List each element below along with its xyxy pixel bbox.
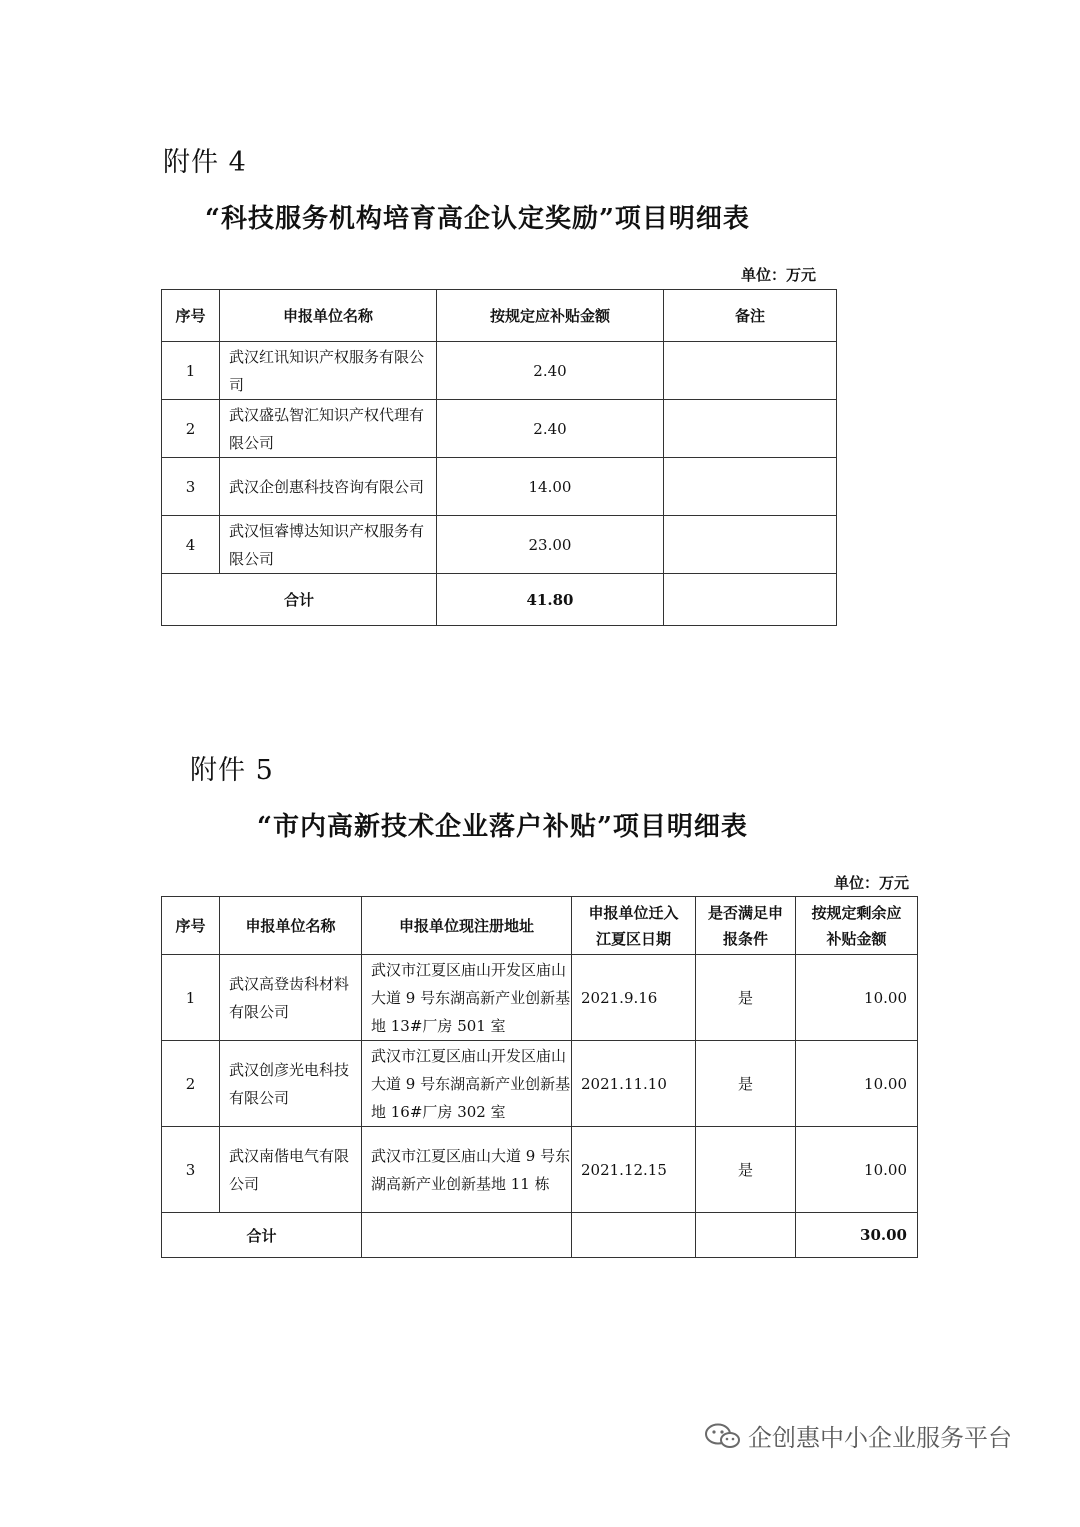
annex5-label: 附件 5	[190, 755, 274, 786]
table-row	[162, 342, 837, 400]
header-cell: 申报单位名称	[220, 290, 437, 342]
table-row	[162, 955, 918, 1041]
total-label: 合计	[162, 1213, 362, 1258]
row-number: 2	[162, 400, 220, 458]
company-name: 武汉南偕电气有限公司	[220, 1127, 362, 1213]
header-cell: 按规定剩余应补贴金额	[796, 897, 918, 955]
row-number: 1	[162, 955, 220, 1041]
address-cell: 武汉市江夏区庙山开发区庙山大道 9 号东湖高新产业创新基地 13#厂房 501 室	[362, 955, 572, 1041]
header-cell: 序号	[162, 897, 220, 955]
remark-cell	[664, 342, 837, 400]
date-cell: 2021.9.16	[572, 955, 696, 1041]
amount-cell: 14.00	[437, 458, 664, 516]
total-amount: 41.80	[437, 574, 664, 626]
header-cell: 是否满足申报条件	[696, 897, 796, 955]
amount-cell: 2.40	[437, 342, 664, 400]
amount-cell: 10.00	[796, 1041, 918, 1127]
row-number: 2	[162, 1041, 220, 1127]
annex5-table	[161, 896, 918, 1258]
table-row	[162, 1127, 918, 1213]
date-cell: 2021.12.15	[572, 1127, 696, 1213]
remark-cell	[664, 458, 837, 516]
wechat-icon	[704, 1422, 742, 1450]
header-cell: 按规定应补贴金额	[437, 290, 664, 342]
table-total-row	[162, 1213, 918, 1258]
table-row	[162, 400, 837, 458]
table-row	[162, 458, 837, 516]
row-number: 4	[162, 516, 220, 574]
table-row	[162, 516, 837, 574]
empty-cell	[696, 1213, 796, 1258]
amount-cell: 10.00	[796, 1127, 918, 1213]
table-header-row	[162, 290, 837, 342]
header-cell: 申报单位迁入江夏区日期	[572, 897, 696, 955]
remark-cell	[664, 516, 837, 574]
company-name: 武汉企创惠科技咨询有限公司	[220, 458, 437, 516]
header-cell: 申报单位现注册地址	[362, 897, 572, 955]
annex4-unit: 单位：万元	[741, 266, 817, 284]
company-name: 武汉恒睿博达知识产权服务有限公司	[220, 516, 437, 574]
table-row	[162, 1041, 918, 1127]
row-number: 3	[162, 458, 220, 516]
address-cell: 武汉市江夏区庙山开发区庙山大道 9 号东湖高新产业创新基地 16#厂房 302 室	[362, 1041, 572, 1127]
empty-cell	[572, 1213, 696, 1258]
annex5-title: “市内高新技术企业落户补贴”项目明细表	[257, 812, 748, 842]
amount-cell: 10.00	[796, 955, 918, 1041]
watermark-text: 企创惠中小企业服务平台	[748, 1424, 1012, 1452]
watermark	[704, 1418, 1012, 1453]
table-total-row	[162, 574, 837, 626]
eligible-cell: 是	[696, 955, 796, 1041]
total-label: 合计	[162, 574, 437, 626]
annex4-table	[161, 289, 837, 626]
total-amount: 30.00	[796, 1213, 918, 1258]
date-cell: 2021.11.10	[572, 1041, 696, 1127]
table-header-row	[162, 897, 918, 955]
eligible-cell: 是	[696, 1127, 796, 1213]
amount-cell: 23.00	[437, 516, 664, 574]
header-cell: 申报单位名称	[220, 897, 362, 955]
remark-cell	[664, 400, 837, 458]
row-number: 1	[162, 342, 220, 400]
address-cell: 武汉市江夏区庙山大道 9 号东湖高新产业创新基地 11 栋	[362, 1127, 572, 1213]
amount-cell: 2.40	[437, 400, 664, 458]
header-cell: 备注	[664, 290, 837, 342]
annex4-title: “科技服务机构培育高企认定奖励”项目明细表	[205, 204, 750, 234]
company-name: 武汉红讯知识产权服务有限公司	[220, 342, 437, 400]
company-name: 武汉盛弘智汇知识产权代理有限公司	[220, 400, 437, 458]
eligible-cell: 是	[696, 1041, 796, 1127]
annex5-unit: 单位：万元	[834, 874, 910, 892]
header-cell: 序号	[162, 290, 220, 342]
annex4-label: 附件 4	[163, 147, 247, 178]
company-name: 武汉高登齿科材料有限公司	[220, 955, 362, 1041]
company-name: 武汉创彦光电科技有限公司	[220, 1041, 362, 1127]
empty-cell	[362, 1213, 572, 1258]
row-number: 3	[162, 1127, 220, 1213]
remark-cell	[664, 574, 837, 626]
